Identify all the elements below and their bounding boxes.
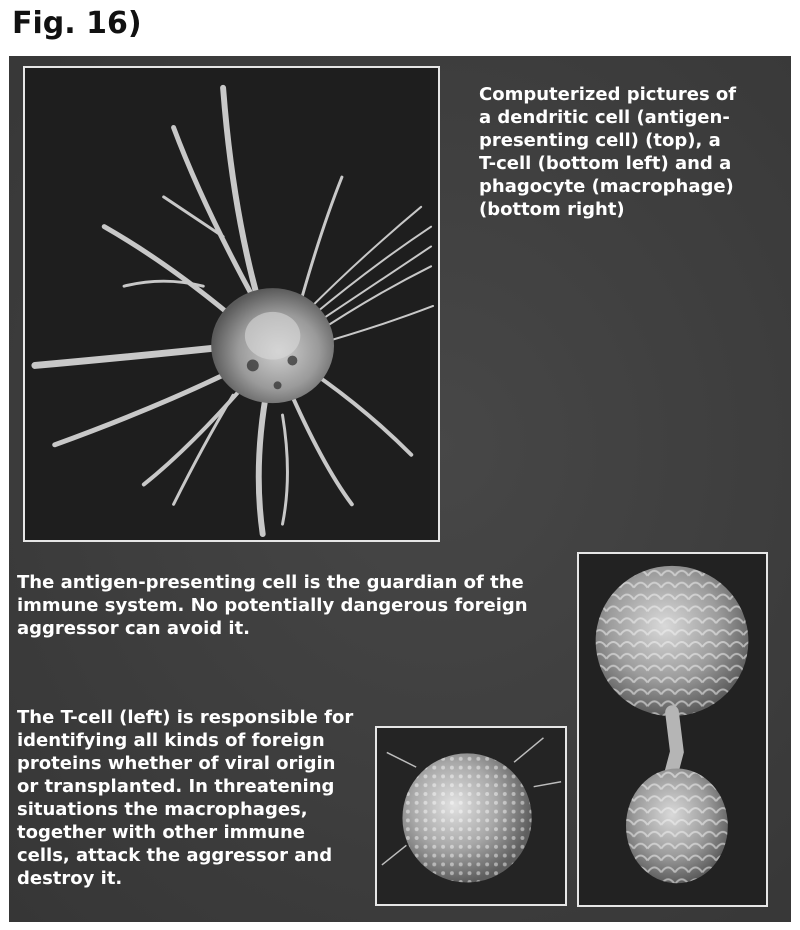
t-cell-image — [375, 726, 567, 906]
dendritic-cell-image — [23, 66, 440, 542]
macrophage-image — [577, 552, 768, 907]
figure-caption: Computerized pictures of a dendritic cell (antigen- presenting cell) (top), a T-cell (bottom left) and a phagocyte (macrophage) (bottom right) — [479, 84, 737, 220]
figure-title: Fig. 16) — [12, 6, 142, 41]
t-cell-description: The T-cell (left) is responsible for identifying all kinds of foreign proteins whether of viral origin or transplanted. In threatening situations the macrophages, together with other immune cells, attack the aggressor and destroy it. — [17, 707, 354, 889]
figure-panel — [9, 56, 791, 922]
guardian-description: The antigen-presenting cell is the guardian of the immune system. No potentially dangerous foreign aggressor can avoid it. — [17, 572, 528, 639]
